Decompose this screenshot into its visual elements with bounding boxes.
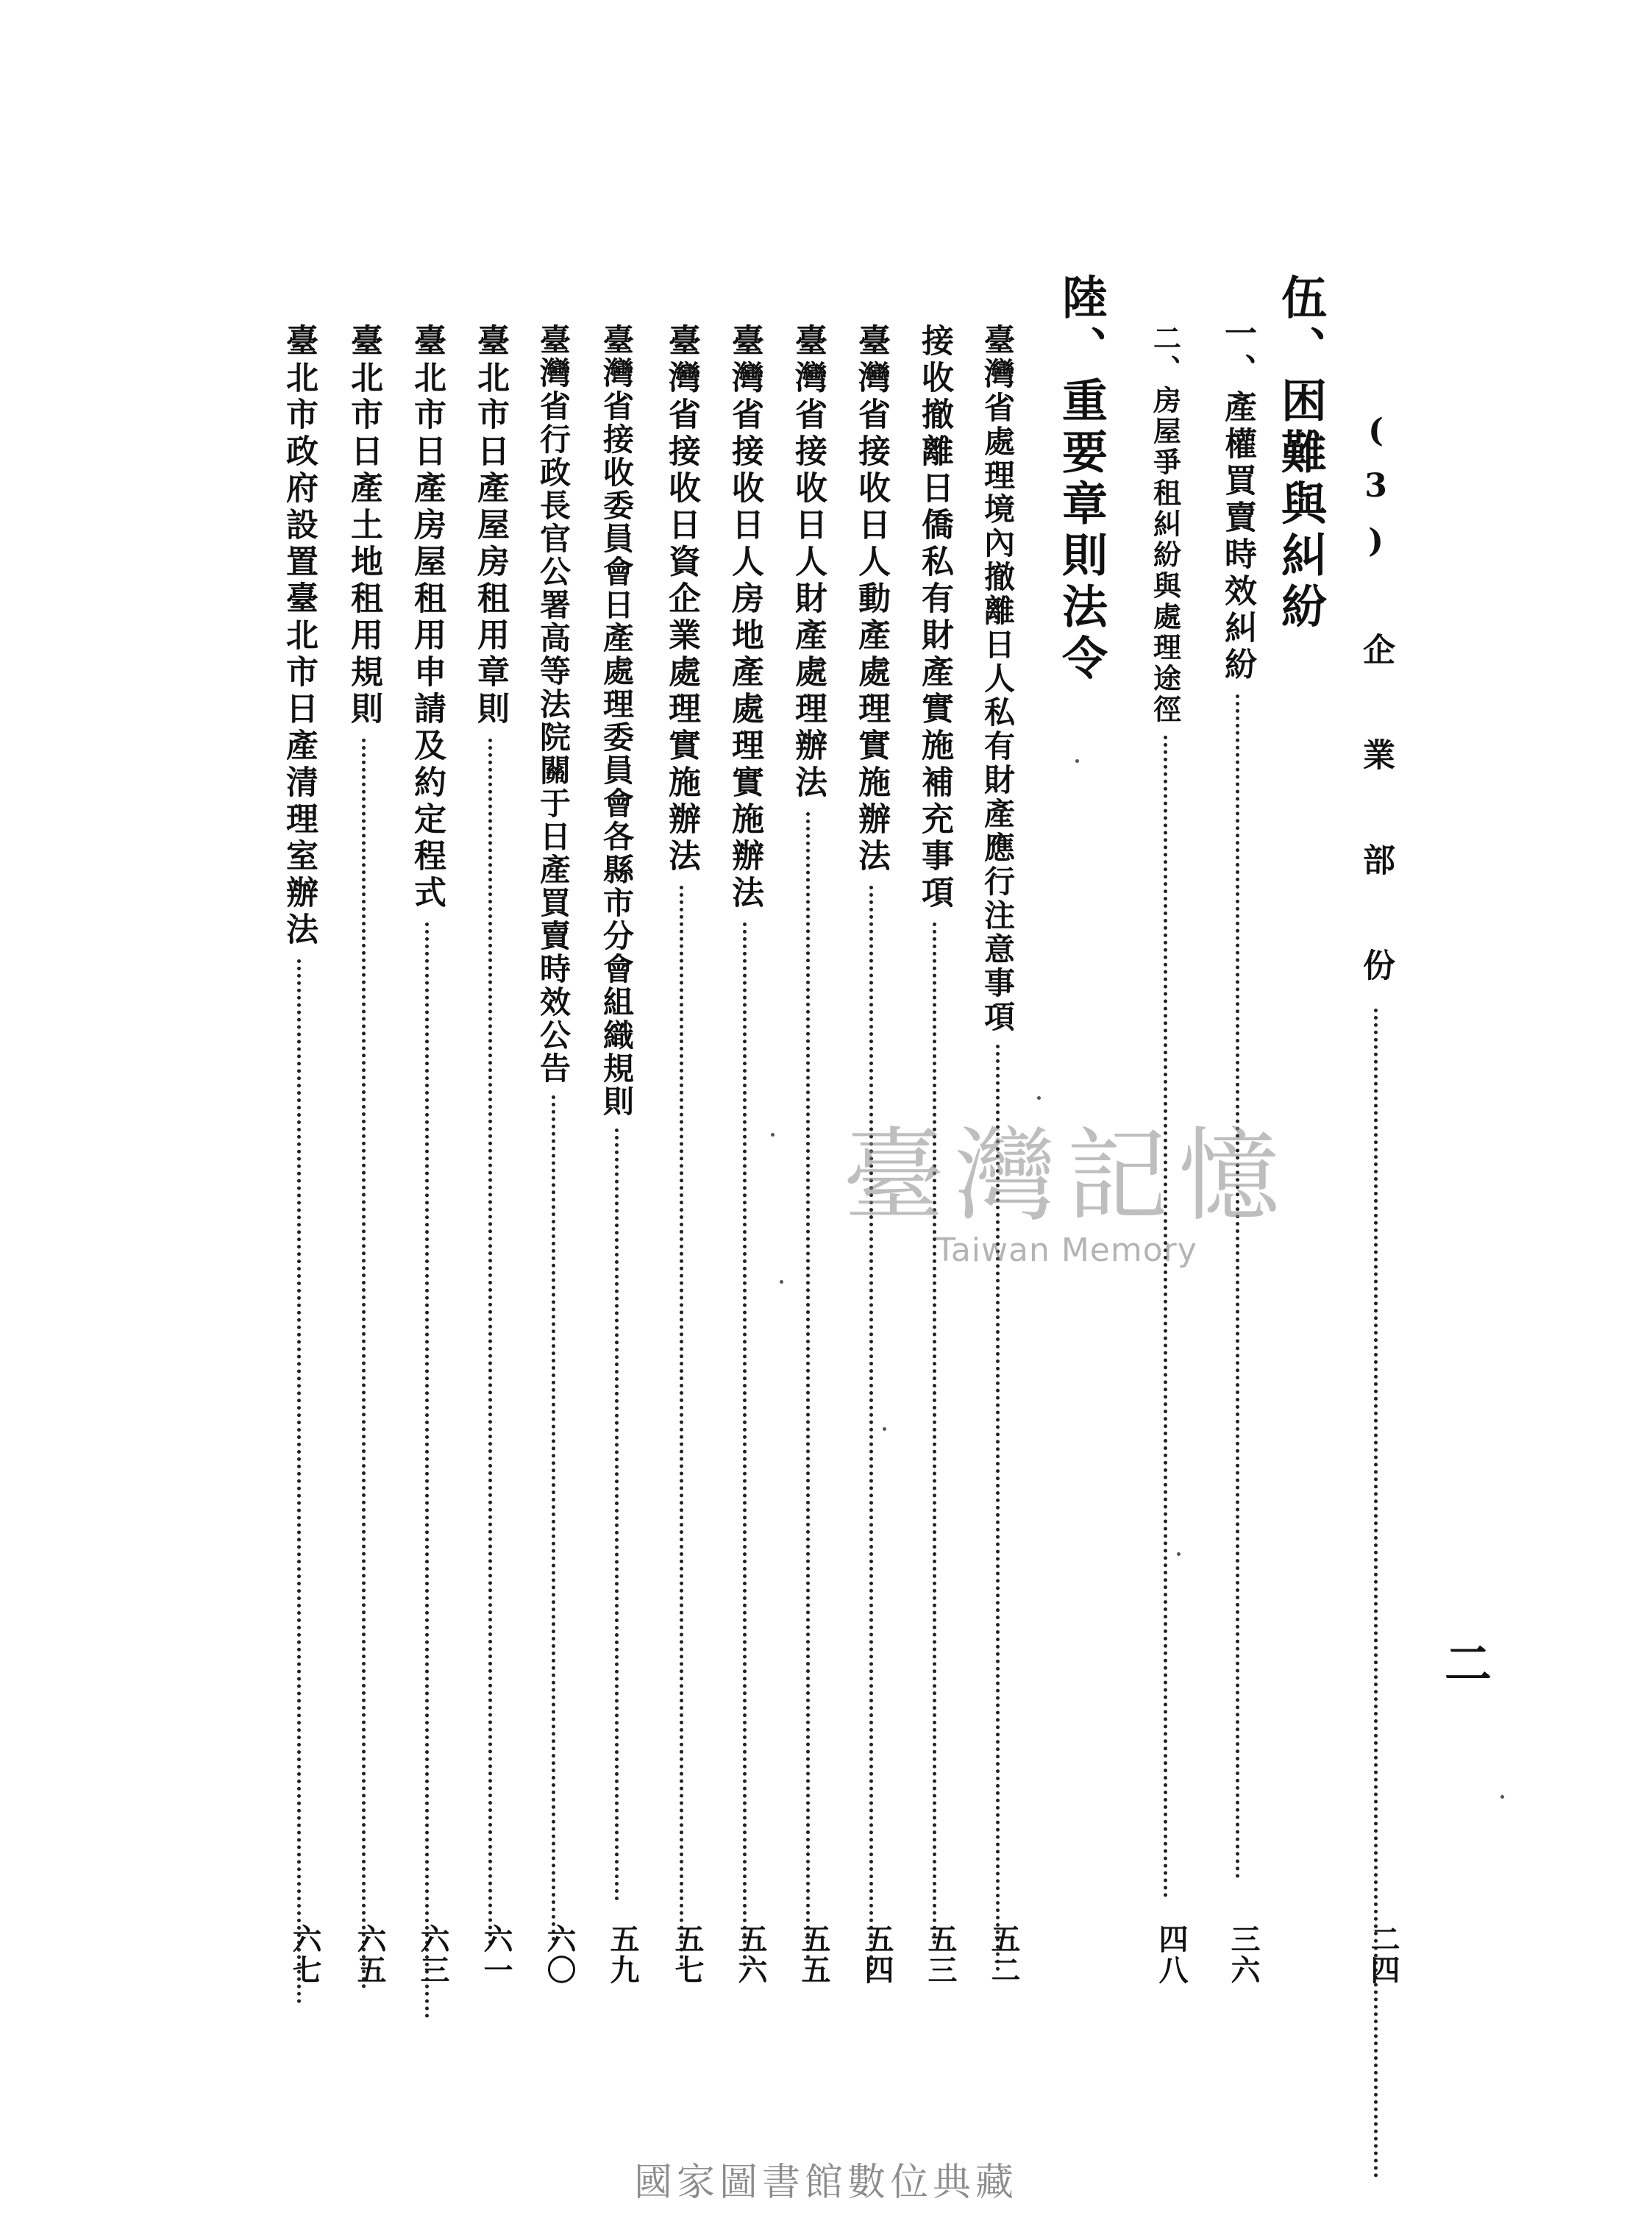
toc-entry-label: 一、產權買賣時效糾紛 (1219, 316, 1256, 684)
toc-entry (341, 324, 385, 2000)
toc-entry (786, 324, 830, 1970)
heading-5-label: 伍、困難與糾紛 (1273, 274, 1328, 634)
toc-leader (1164, 736, 1167, 1898)
toc-entry (468, 324, 512, 1955)
toc-page-number: 五七 (670, 1924, 705, 1986)
toc-entry-label: 二、房屋爭租糾紛與處理途徑 (1148, 324, 1182, 725)
toc-entry-label: 臺北市日產土地租用規則 (345, 324, 382, 728)
toc-entry (912, 324, 956, 1955)
toc-page-number: 五六 (733, 1924, 768, 1986)
scan-speck (1037, 1096, 1041, 1100)
toc-entry (1215, 316, 1259, 1889)
footer-credit: 國家圖書館數位典藏 (633, 2161, 1018, 2205)
toc-leader (869, 886, 873, 1975)
scan-speck (771, 1133, 775, 1137)
toc-entry (594, 324, 638, 1911)
toc-page-number: 六五 (352, 1924, 387, 1986)
toc-leader (806, 812, 810, 1960)
toc-page-number: 六一 (479, 1924, 513, 1986)
toc-page-number: 六三 (416, 1924, 450, 1986)
watermark-en-text: Taiwan Memory (936, 1231, 1197, 1269)
toc-section-label: (3) 企 業 部 份 (1357, 412, 1395, 998)
toc-page-number: 六七 (288, 1924, 322, 1986)
toc-page-number: 五九 (605, 1924, 640, 1986)
toc-leader (1236, 694, 1239, 1879)
toc-heading-6 (1054, 274, 1108, 686)
toc-entry-label: 臺灣省處理境內撤離日人私有財產應行注意事項 (980, 324, 1016, 1034)
scan-speck (1500, 1795, 1504, 1799)
toc-leader (297, 959, 301, 2004)
toc-entry-label: 臺灣省接收日人房地產處理實施辦法 (726, 324, 763, 912)
toc-leader (425, 923, 429, 2019)
toc-entry-label: 臺灣省接收日人財產處理辦法 (789, 324, 827, 802)
toc-leader (680, 886, 683, 1967)
toc-entry (405, 324, 449, 2029)
toc-leader (552, 1095, 555, 1941)
toc-heading-5 (1273, 274, 1328, 634)
toc-leader (1374, 1009, 1378, 2178)
toc-page-number: 五三 (923, 1924, 958, 1986)
toc-entry-label: 臺灣省接收日人動產處理實施辦法 (852, 324, 890, 875)
toc-entry-label: 接收撤離日僑私有財產實施補充事項 (916, 324, 953, 912)
toc-entry (849, 324, 893, 1985)
toc-leader (743, 923, 747, 1967)
toc-page-number: 五四 (860, 1924, 894, 1986)
toc-page-number: 四八 (1154, 1924, 1189, 1986)
toc-leader (488, 739, 492, 1945)
toc-page-number: 五二 (986, 1924, 1021, 1986)
scan-speck (1075, 759, 1079, 763)
heading-6-label: 陸、重要章則法令 (1054, 274, 1108, 686)
toc-leader (933, 923, 936, 1945)
toc-section-header (1353, 412, 1398, 2189)
toc-leader (615, 1129, 619, 1901)
toc-entry (975, 324, 1019, 1982)
toc-entry (277, 324, 321, 2014)
toc-page-number: 二四 (1366, 1924, 1400, 1986)
scan-speck (883, 1427, 886, 1431)
toc-entry-label: 臺北市日產屋房租用章則 (471, 324, 509, 728)
watermark-cn-text: 臺灣記憶 (842, 1117, 1290, 1235)
toc-leader (996, 1045, 1000, 1972)
toc-page-number: 三六 (1226, 1924, 1261, 1986)
toc-entry-label: 臺北市日產房屋租用申請及約定程式 (408, 324, 446, 912)
toc-entry-label: 臺灣省行政長官公署高等法院關于日產買賣時效公告 (535, 324, 572, 1085)
toc-entry-label: 臺灣省接收日資企業處理實施辦法 (663, 324, 700, 875)
toc-entry-label: 臺北市政府設置臺北市日產清理室辦法 (280, 324, 318, 949)
toc-page-number: 六〇 (542, 1924, 577, 1986)
toc-page-number: 五五 (797, 1924, 831, 1986)
toc-entry (722, 324, 766, 1977)
scan-speck (1177, 1552, 1181, 1556)
page-folio: 二 (1436, 1639, 1492, 1686)
toc-leader (362, 739, 366, 1989)
toc-entry (659, 324, 703, 1977)
toc-entry (1143, 324, 1187, 1908)
scan-speck (780, 1280, 783, 1284)
toc-entry (531, 324, 575, 1952)
toc-entry-label: 臺灣省接收委員會日產處理委員會各縣市分會組織規則 (599, 324, 635, 1118)
